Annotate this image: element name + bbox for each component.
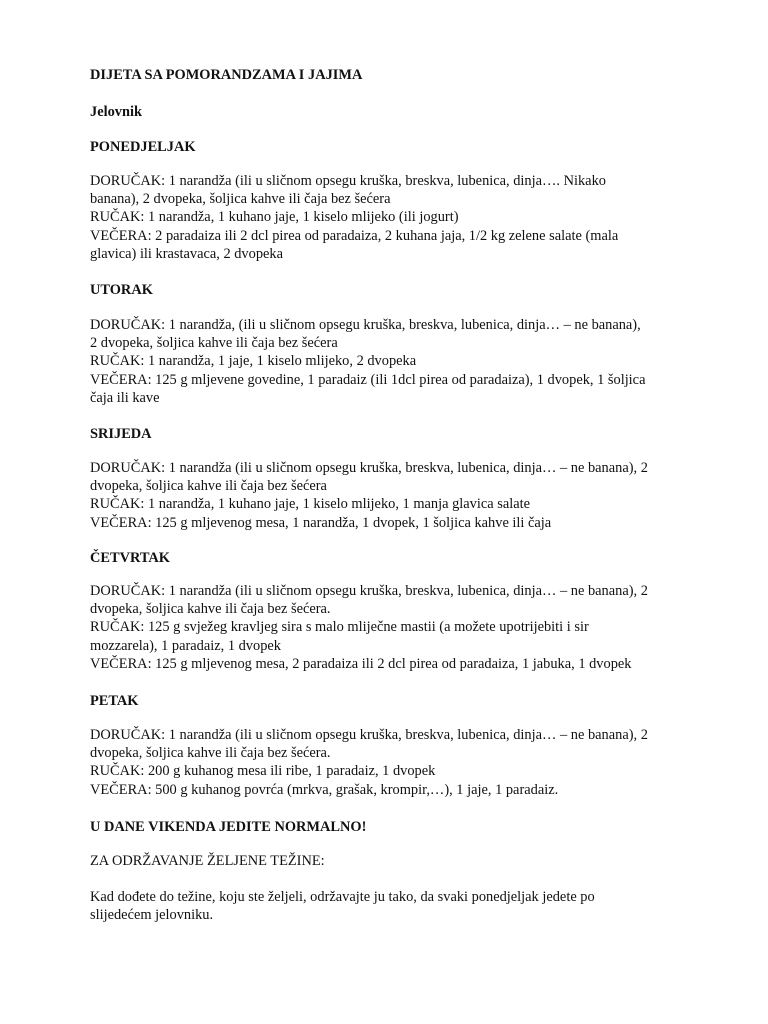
menu-line: RUČAK: 200 g kuhanog mesa ili ribe, 1 paradaiz, 1 dvopek xyxy=(90,763,436,780)
day-heading-petak: PETAK xyxy=(90,693,139,709)
menu-line: DORUČAK: 1 narandža (ili u sličnom opsegu kruška, breskva, lubenica, dinja… – ne banana), 2 xyxy=(90,583,648,599)
day-menu-petak xyxy=(90,726,690,799)
document-subtitle: Jelovnik xyxy=(90,104,142,120)
menu-line: RUČAK: 1 narandža, 1 jaje, 1 kiselo mlijeko, 2 dvopeka xyxy=(90,353,417,370)
menu-line: RUČAK: 1 narandža, 1 kuhano jaje, 1 kiselo mlijeko (ili jogurt) xyxy=(90,209,459,226)
day-menu-ponedjeljak xyxy=(90,172,690,263)
day-heading-cetvrtak: ČETVRTAK xyxy=(90,550,170,566)
menu-line: mozzarela), 1 paradaiz, 1 dvopek xyxy=(90,637,281,654)
day-heading-srijeda: SRIJEDA xyxy=(90,426,152,442)
document-title: DIJETA SA POMORANDZAMA I JAJIMA xyxy=(90,67,363,83)
menu-line: VEČERA: 2 paradaiza ili 2 dcl pirea od paradaiza, 2 kuhana jaja, 1/2 kg zelene salate (mala xyxy=(90,227,619,244)
menu-line: banana), 2 dvopeka, šoljica kahve ili čaja bez šećera xyxy=(90,191,391,208)
paragraph-line: slijedećem jelovniku. xyxy=(90,907,214,924)
menu-line: VEČERA: 125 g mljevenog mesa, 2 paradaiza ili 2 dcl pirea od paradaiza, 1 jabuka, 1 dvopek xyxy=(90,655,632,672)
day-menu-utorak xyxy=(90,316,690,407)
day-menu-cetvrtak xyxy=(90,582,690,673)
menu-line: RUČAK: 1 narandža, 1 kuhano jaje, 1 kiselo mlijeko, 1 manja glavica salate xyxy=(90,496,530,513)
day-menu-srijeda xyxy=(90,459,690,532)
menu-line: DORUČAK: 1 narandža (ili u sličnom opsegu kruška, breskva, lubenica, dinja… – ne banana), 2 xyxy=(90,727,648,743)
day-heading-ponedjeljak: PONEDJELJAK xyxy=(90,139,196,155)
menu-line: DORUČAK: 1 narandža (ili u sličnom opsegu kruška, breskva, lubenica, dinja…. Nikako xyxy=(90,173,606,189)
menu-line: 2 dvopeka, šoljica kahve ili čaja bez šećera xyxy=(90,335,338,352)
menu-line: VEČERA: 125 g mljevenog mesa, 1 narandža, 1 dvopek, 1 šoljica kahve ili čaja xyxy=(90,514,552,531)
menu-line: VEČERA: 125 g mljevene govedine, 1 paradaiz (ili 1dcl pirea od paradaiza), 1 dvopek, 1 šoljica xyxy=(90,371,646,388)
day-heading-utorak: UTORAK xyxy=(90,282,153,298)
menu-line: dvopeka, šoljica kahve ili čaja bez šećera. xyxy=(90,745,331,762)
maintenance-paragraph xyxy=(90,888,690,924)
menu-line: dvopeka, šoljica kahve ili čaja bez šećera xyxy=(90,478,327,495)
menu-line: čaja ili kave xyxy=(90,389,160,406)
menu-line: DORUČAK: 1 narandža (ili u sličnom opsegu kruška, breskva, lubenica, dinja… – ne banana), 2 xyxy=(90,460,648,476)
weekend-note: U DANE VIKENDA JEDITE NORMALNO! xyxy=(90,819,367,835)
menu-line: DORUČAK: 1 narandža, (ili u sličnom opsegu kruška, breskva, lubenica, dinja… – ne banana), xyxy=(90,317,641,333)
menu-line: VEČERA: 500 g kuhanog povrća (mrkva, grašak, krompir,…), 1 jaje, 1 paradaiz. xyxy=(90,781,559,798)
menu-line: glavica) ili krastavaca, 2 dvopeka xyxy=(90,245,283,262)
maintenance-heading: ZA ODRŽAVANJE ŽELJENE TEŽINE: xyxy=(90,853,325,869)
paragraph-line: Kad dođete do težine, koju ste željeli, održavajte ju tako, da svaki ponedjeljak jedete po xyxy=(90,889,595,905)
menu-line: RUČAK: 125 g svježeg kravljeg sira s malo mliječne mastii (a možete upotrijebiti i sir xyxy=(90,619,589,636)
menu-line: dvopeka, šoljica kahve ili čaja bez šećera. xyxy=(90,601,331,618)
